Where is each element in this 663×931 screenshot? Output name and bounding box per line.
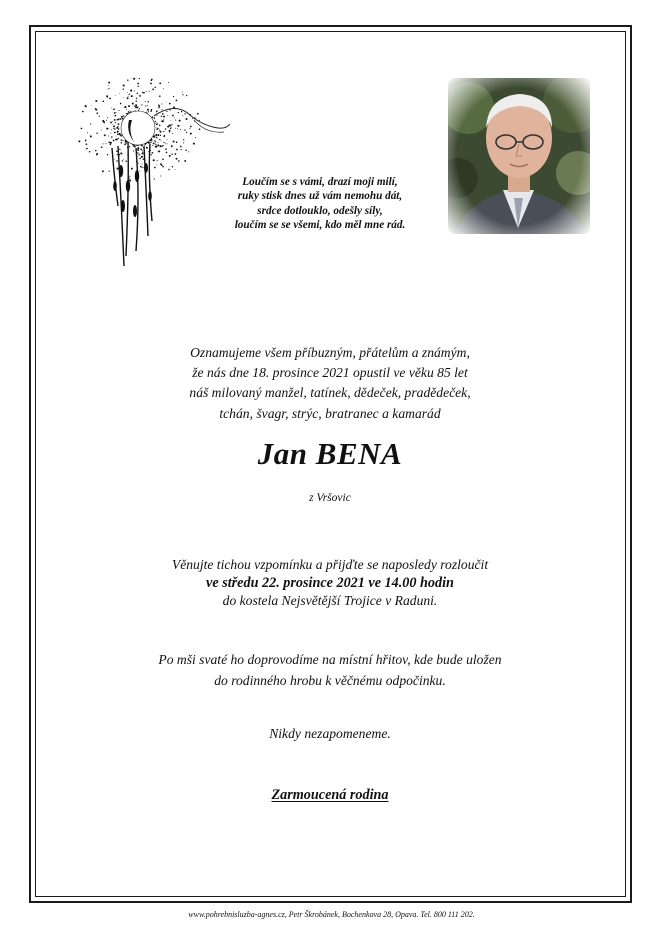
portrait-photo: [448, 78, 590, 234]
memorial-date-time: ve středu 22. prosince 2021 ve 14.00 hodin: [206, 575, 454, 592]
family-signature-text: Zarmoucená rodina: [271, 787, 389, 803]
memorial-location: do kostela Nejsvětější Trojice v Raduni.: [222, 593, 438, 609]
poem-line: Loučím se s vámi, drazí moji milí,: [242, 176, 398, 188]
announcement-line: Oznamujeme všem příbuzným, přátelům a známým,: [190, 345, 470, 360]
never-forget-text: Nikdy nezapomeneme.: [269, 726, 391, 741]
deceased-origin: z Vršovic: [309, 492, 351, 504]
poem-line: loučím se se všemi, kdo měl mne rád.: [234, 219, 406, 232]
deceased-name: Jan BENA: [257, 436, 403, 471]
announcement-line: že nás dne 18. prosince 2021 opustil ve věku 85 let: [192, 365, 468, 381]
moon-and-grass-ornament-icon: [66, 76, 236, 271]
funeral-service-footer: www.pohrebnisluzba-agnes.cz, Petr Škrobánek, Bochenkova 28, Opava. Tel. 800 111 202.: [188, 910, 475, 919]
burial-text: [110, 650, 550, 691]
announcement-line: náš milovaný manžel, tatínek, dědeček, pradědeček,: [189, 385, 471, 401]
burial-line: do rodinného hrobu k věčnému odpočinku.: [214, 672, 446, 688]
announcement-text: [130, 343, 530, 424]
announcement-line: tchán, švagr, strýc, bratranec a kamarád: [219, 405, 441, 421]
family-signature: [180, 787, 480, 804]
farewell-poem: [175, 175, 465, 233]
burial-line: Po mši svaté ho doprovodíme na místní hřitov, kde bude uložen: [158, 652, 502, 667]
memorial-invitation: [110, 556, 550, 611]
memorial-line: Věnujte tichou vzpomínku a přijďte se naposledy rozloučit: [171, 557, 489, 572]
poem-line: srdce dotlouklo, odešly síly,: [257, 204, 383, 217]
poem-line: ruky stisk dnes už vám nemohu dát,: [237, 190, 403, 203]
